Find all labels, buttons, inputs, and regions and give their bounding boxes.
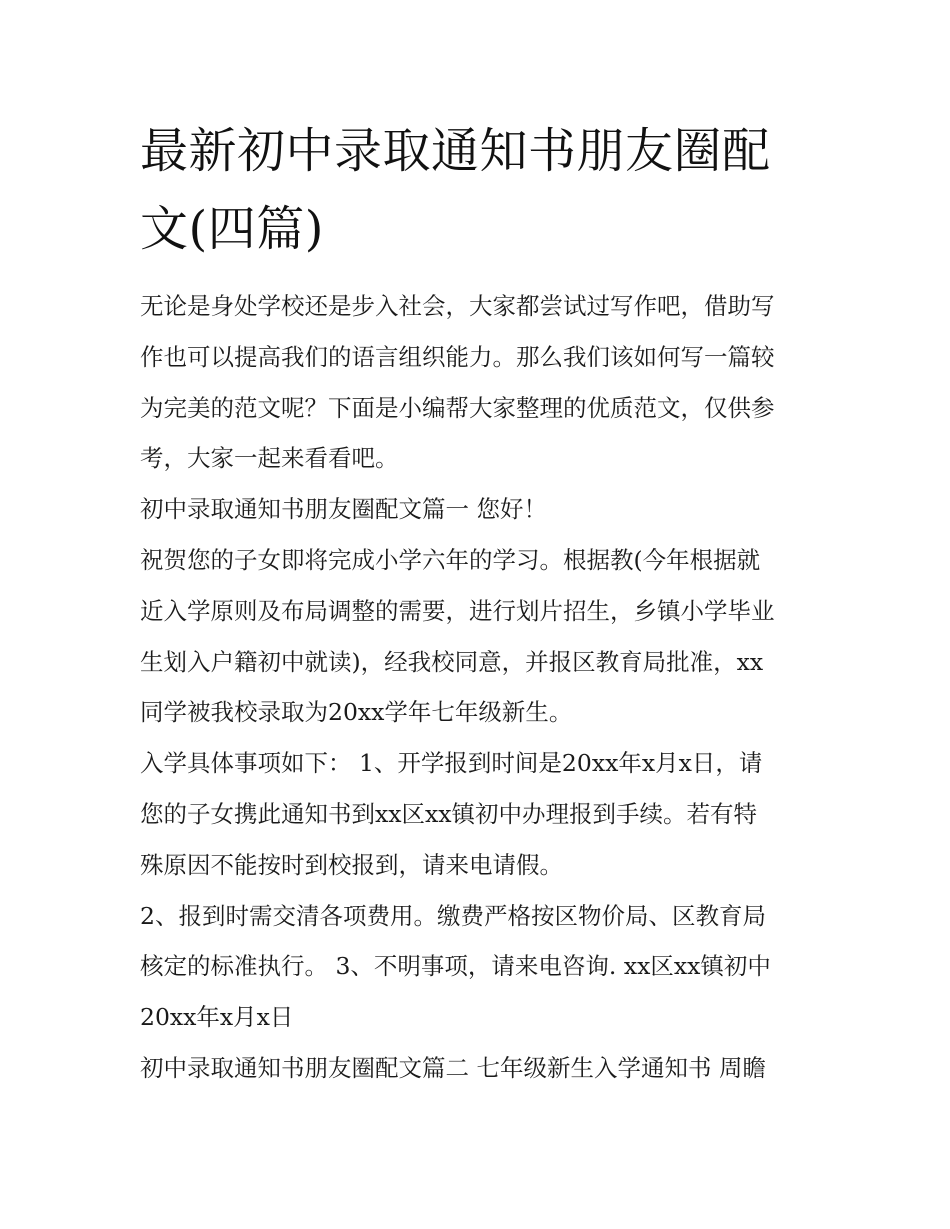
body-line: 作也可以提高我们的语言组织能力。那么我们该如何写一篇较 xyxy=(140,342,775,371)
body-line: 生划入户籍初中就读)，经我校同意，并报区教育局批准，xx xyxy=(140,647,764,676)
document-body xyxy=(140,281,820,1094)
title-line-2: 文(四篇) xyxy=(140,201,324,257)
body-line: 祝贺您的子女即将完成小学六年的学习。根据教(今年根据就 xyxy=(140,545,761,574)
body-line: 核定的标准执行。 3、不明事项，请来电咨询. xx区xx镇初中 xyxy=(140,952,771,981)
body-line: 考，大家一起来看看吧。 xyxy=(140,444,399,473)
body-line: 殊原因不能按时到校报到，请来电请假。 xyxy=(140,850,563,879)
section-heading-2: 初中录取通知书朋友圈配文篇二 七年级新生入学通知书 周瞻 xyxy=(140,1053,766,1082)
body-line: 您的子女携此通知书到xx区xx镇初中办理报到手续。若有特 xyxy=(140,799,758,828)
document-title xyxy=(140,112,820,268)
section-heading-1: 初中录取通知书朋友圈配文篇一 您好！ xyxy=(140,495,547,524)
body-line: 同学被我校录取为20xx学年七年级新生。 xyxy=(140,698,573,727)
body-line: 2、报到时需交清各项费用。缴费严格按区物价局、区教育局 xyxy=(140,901,766,930)
date-line: 20xx年x月x日 xyxy=(140,1003,294,1032)
body-line: 近入学原则及布局调整的需要，进行划片招生，乡镇小学毕业 xyxy=(140,596,775,625)
title-line-1: 最新初中录取通知书朋友圈配 xyxy=(140,123,771,179)
body-line: 为完美的范文呢？下面是小编帮大家整理的优质范文，仅供参 xyxy=(140,393,775,422)
body-line: 无论是身处学校还是步入社会，大家都尝试过写作吧，借助写 xyxy=(140,292,775,320)
body-line: 入学具体事项如下： 1、开学报到时间是20xx年x月x日，请 xyxy=(140,749,763,778)
